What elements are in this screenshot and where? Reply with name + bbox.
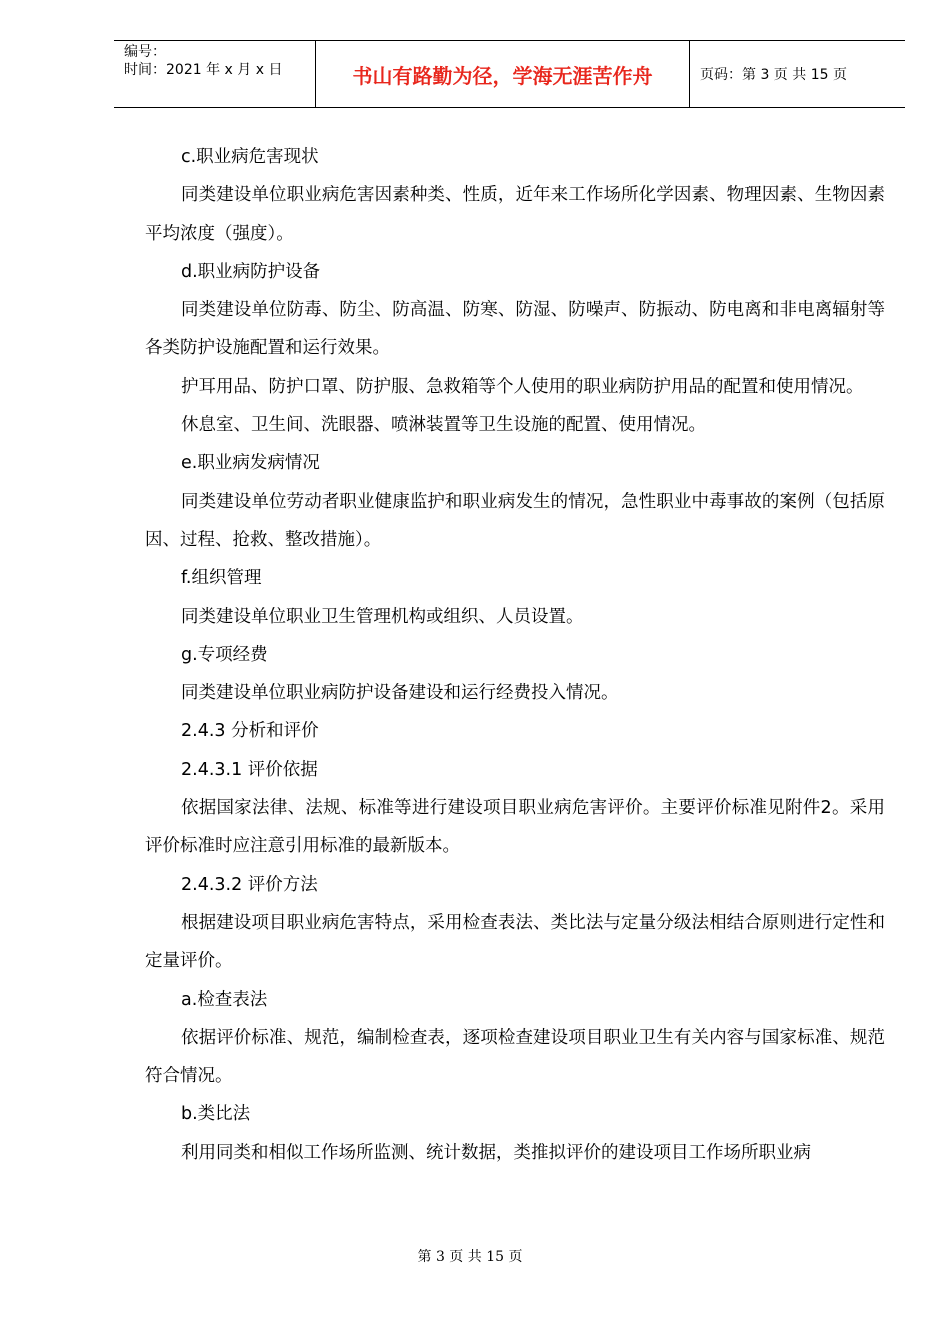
paragraph: 同类建设单位职业病防护设备建设和运行经费投入情况。 [181,683,619,704]
paragraph: 同类建设单位劳动者职业健康监护和职业病发生的情况，急性职业中毒事故的案例（包括原因、过程、抢救、整改措施）。 [145,491,885,550]
paragraph: 同类建设单位职业卫生管理机构或组织、人员设置。 [181,606,584,627]
subheading-a: a.检查表法 [181,989,268,1010]
header-page-info: 页码：第 3 页 共 15 页 [700,67,847,83]
subheading-g: g.专项经费 [181,644,268,665]
document-body [145,138,885,1172]
paragraph: 根据建设项目职业病危害特点，采用检查表法、类比法与定量分级法相结合原则进行定性和定量评价。 [145,912,885,972]
section-heading-2-4-3-1: 2.4.3.1 评价依据 [181,759,318,780]
subheading-c: c.职业病危害现状 [181,147,319,167]
paragraph: 休息室、卫生间、洗眼器、喷淋装置等卫生设施的配置、使用情况。 [181,415,706,436]
section-heading-2-4-3-2: 2.4.3.2 评价方法 [181,874,318,895]
header-info-cell [114,41,316,107]
header-motto: 书山有路勤为径，学海无涯苦作舟 [316,41,690,107]
time-label: 时间：2021 年 x 月 x 日 [124,62,283,78]
paragraph: 利用同类和相似工作场所监测、统计数据，类推拟评价的建设项目工作场所职业病 [181,1142,811,1163]
subheading-b: b.类比法 [181,1104,251,1125]
paragraph: 同类建设单位防毒、防尘、防高温、防寒、防湿、防噪声、防振动、防电离和非电离辐射等各类防护设施配置和运行效果。 [145,300,885,359]
subheading-f: f.组织管理 [181,568,262,589]
section-heading-2-4-3: 2.4.3 分析和评价 [181,721,319,742]
paragraph: 依据国家法律、法规、标准等进行建设项目职业病危害评价。主要评价标准见附件2。采用评价标准时应注意引用标准的最新版本。 [145,798,885,857]
subheading-e: e.职业病发病情况 [181,453,320,474]
serial-label: 编号： [124,44,166,60]
page-footer [0,1246,950,1266]
paragraph: 依据评价标准、规范，编制检查表，逐项检查建设项目职业卫生有关内容与国家标准、规范符合情况。 [145,1027,885,1087]
footer-page-number: 第 3 页 共 15 页 [417,1249,523,1265]
subheading-d: d.职业病防护设备 [181,261,321,282]
paragraph: 同类建设单位职业病危害因素种类、性质，近年来工作场所化学因素、物理因素、生物因素平均浓度（强度）。 [145,185,885,244]
paragraph: 护耳用品、防护口罩、防护服、急救箱等个人使用的职业病防护用品的配置和使用情况。 [181,376,864,397]
page-header [114,40,905,108]
